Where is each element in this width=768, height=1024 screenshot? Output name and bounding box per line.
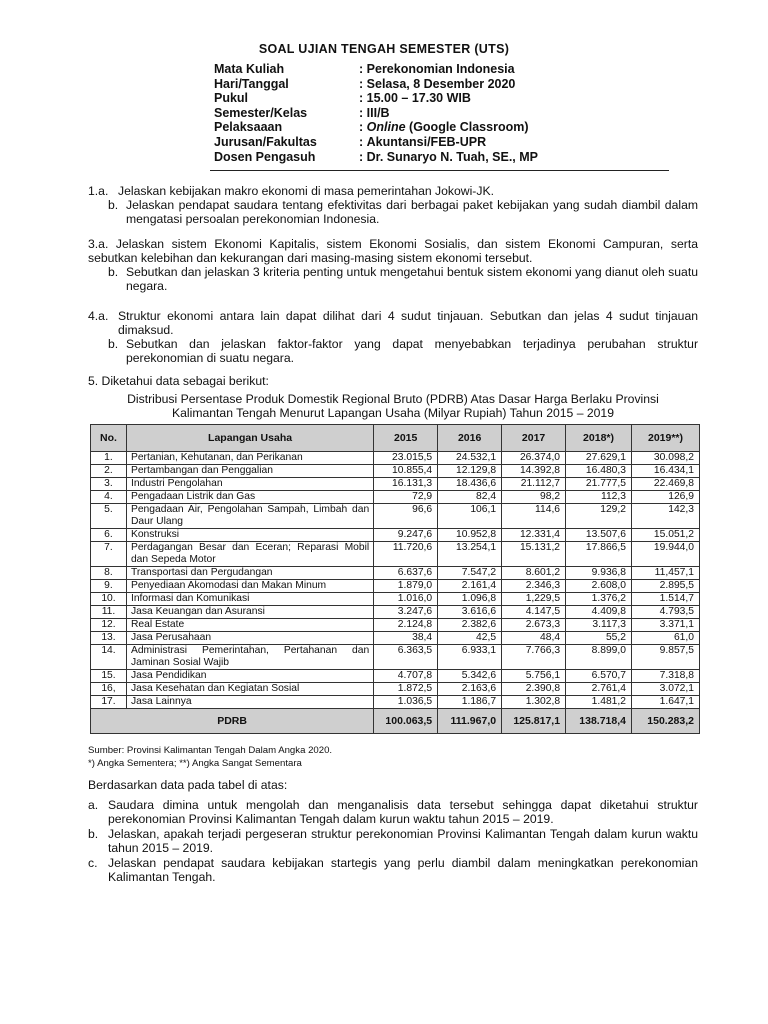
row-value: 27.629,1 xyxy=(566,452,632,465)
row-number: 7. xyxy=(91,542,127,567)
row-value: 13.254,1 xyxy=(438,542,502,567)
row-number: 2. xyxy=(91,465,127,478)
total-value: 111.967,0 xyxy=(438,709,502,734)
row-value: 6.570,7 xyxy=(566,670,632,683)
row-number: 8. xyxy=(91,567,127,580)
row-number: 16, xyxy=(91,683,127,696)
row-value: 6.637,6 xyxy=(374,567,438,580)
info-sep: : xyxy=(359,62,364,76)
row-value: 1.481,2 xyxy=(566,696,632,709)
sector-name: Real Estate xyxy=(126,619,373,632)
info-row-semester xyxy=(214,106,538,121)
row-value: 55,2 xyxy=(566,632,632,645)
total-value: 125.817,1 xyxy=(502,709,566,734)
question-text: Sebutkan dan jelaskan 3 kriteria penting untuk mengetahui bentuk sistem ekonomi yang dianut oleh suatu negara. xyxy=(126,265,698,293)
exam-info xyxy=(214,62,538,164)
table-total-row xyxy=(91,709,700,734)
row-value: 48,4 xyxy=(502,632,566,645)
row-value: 8.601,2 xyxy=(502,567,566,580)
info-row-mode xyxy=(214,120,538,135)
info-row-time xyxy=(214,91,538,106)
question-number: b. xyxy=(108,337,119,351)
question-text: 3.a. Jelaskan sistem Ekonomi Kapitalis, sistem Ekonomi Sosialis, dan sistem Ekonomi Campuran, serta sebutkan kelebihan dan kekurangan dari masing-masing sistem ekonomi tersebut. xyxy=(88,237,698,265)
question-4a xyxy=(88,309,698,337)
row-value: 22.469,8 xyxy=(632,478,700,491)
row-value: 13.507,6 xyxy=(566,529,632,542)
info-row-department xyxy=(214,135,538,150)
info-label: Mata Kuliah xyxy=(214,62,285,76)
row-value: 96,6 xyxy=(374,504,438,529)
row-value: 9.857,5 xyxy=(632,645,700,670)
row-value: 2.608,0 xyxy=(566,580,632,593)
info-row-course xyxy=(214,62,538,77)
row-value: 3.616,6 xyxy=(438,606,502,619)
row-value: 82,4 xyxy=(438,491,502,504)
row-value: 4.147,5 xyxy=(502,606,566,619)
row-value: 26.374,0 xyxy=(502,452,566,465)
table-header-row xyxy=(91,425,700,452)
info-value xyxy=(367,120,529,135)
row-number: 9. xyxy=(91,580,127,593)
row-value: 3.117,3 xyxy=(566,619,632,632)
row-value: 1.879,0 xyxy=(374,580,438,593)
row-number: 13. xyxy=(91,632,127,645)
row-value: 9.936,8 xyxy=(566,567,632,580)
table-row xyxy=(91,619,700,632)
row-number: 14. xyxy=(91,645,127,670)
info-label: Jurusan/Fakultas xyxy=(214,134,317,149)
row-value: 38,4 xyxy=(374,632,438,645)
sector-name: Pengadaan Air, Pengolahan Sampah, Limbah dan Daur Ulang xyxy=(126,504,373,529)
table-row xyxy=(91,632,700,645)
followup-intro: Berdasarkan data pada tabel di atas: xyxy=(88,778,288,792)
row-value: 30.098,2 xyxy=(632,452,700,465)
question-text: Sebutkan dan jelaskan faktor-faktor yang dapat menyebabkan terjadinya perubahan struktur perekonomian di suatu negara. xyxy=(126,337,698,365)
question-1b xyxy=(88,198,698,226)
table-row xyxy=(91,491,700,504)
row-value: 2.124,8 xyxy=(374,619,438,632)
question-text: Jelaskan pendapat saudara tentang efektivitas dari berbagai paket kebijakan yang sudah diambil dalam mengatasi persoalan perekonomian Indonesia. xyxy=(126,198,698,226)
row-value: 12.331,4 xyxy=(502,529,566,542)
row-value: 114,6 xyxy=(502,504,566,529)
row-number: 12. xyxy=(91,619,127,632)
row-value: 1.514,7 xyxy=(632,593,700,606)
row-value: 21.777,5 xyxy=(566,478,632,491)
info-row-date xyxy=(214,77,538,92)
source-text: Sumber: Provinsi Kalimantan Tengah Dalam Angka 2020. xyxy=(88,745,333,756)
table-row xyxy=(91,580,700,593)
note-text: *) Angka Sementera; **) Angka Sangat Sementara xyxy=(88,758,302,769)
column-header: No. xyxy=(91,425,127,452)
row-value: 1,229,5 xyxy=(502,593,566,606)
row-value: 10.952,8 xyxy=(438,529,502,542)
row-value: 98,2 xyxy=(502,491,566,504)
info-value: Akuntansi/FEB-UPR xyxy=(366,134,487,149)
row-value: 7.547,2 xyxy=(438,567,502,580)
table-row xyxy=(91,567,700,580)
info-sep: : xyxy=(359,91,364,106)
row-value: 1.376,2 xyxy=(566,593,632,606)
table-row xyxy=(91,465,700,478)
row-number: 10. xyxy=(91,593,127,606)
question-number: b. xyxy=(108,198,119,212)
sector-name: Pengadaan Listrik dan Gas xyxy=(126,491,373,504)
row-value: 126,9 xyxy=(632,491,700,504)
row-value: 2.390,8 xyxy=(502,683,566,696)
row-value: 10.855,4 xyxy=(374,465,438,478)
followup-item-b xyxy=(88,827,698,855)
sector-name: Informasi dan Komunikasi xyxy=(126,593,373,606)
row-value: 1.036,5 xyxy=(374,696,438,709)
row-value: 11,457,1 xyxy=(632,567,700,580)
row-number: 5. xyxy=(91,504,127,529)
row-number: 3. xyxy=(91,478,127,491)
info-value: Perekonomian Indonesia xyxy=(366,62,515,76)
row-number: 11. xyxy=(91,606,127,619)
row-number: 1. xyxy=(91,452,127,465)
table-row xyxy=(91,593,700,606)
sector-name: Administrasi Pemerintahan, Pertahanan dan Jaminan Sosial Wajib xyxy=(126,645,373,670)
row-value: 2.895,5 xyxy=(632,580,700,593)
item-text: Jelaskan pendapat saudara kebijakan startegis yang perlu diambil dalam meningkatkan perekonomian Kalimantan Tengah. xyxy=(108,856,698,884)
table-row xyxy=(91,504,700,529)
question-5 xyxy=(88,374,698,388)
row-value: 18.436,6 xyxy=(438,478,502,491)
question-number: 4.a. xyxy=(88,309,109,323)
row-value: 3.072,1 xyxy=(632,683,700,696)
info-label: Pelaksaaan xyxy=(214,120,283,135)
row-number: 15. xyxy=(91,670,127,683)
row-value: 6.363,5 xyxy=(374,645,438,670)
page-title: SOAL UJIAN TENGAH SEMESTER (UTS) xyxy=(258,42,510,56)
table-row xyxy=(91,683,700,696)
row-value: 2.346,3 xyxy=(502,580,566,593)
row-value: 4.409,8 xyxy=(566,606,632,619)
sector-name: Jasa Kesehatan dan Kegiatan Sosial xyxy=(126,683,373,696)
question-3 xyxy=(88,237,698,293)
question-text: Struktur ekonomi antara lain dapat dilihat dari 4 sudut tinjauan. Sebutkan dan jelas 4 sudut tinjauan dimaksud. xyxy=(118,309,698,337)
info-label: Hari/Tanggal xyxy=(214,76,289,91)
sector-name: Jasa Keuangan dan Asuransi xyxy=(126,606,373,619)
total-value: 150.283,2 xyxy=(632,709,700,734)
question-4b xyxy=(88,337,698,365)
info-row-lecturer xyxy=(214,150,538,165)
row-value: 19.944,0 xyxy=(632,542,700,567)
row-value: 12.129,8 xyxy=(438,465,502,478)
table-row xyxy=(91,452,700,465)
item-number: a. xyxy=(88,798,99,812)
row-number: 17. xyxy=(91,696,127,709)
row-value: 23.015,5 xyxy=(374,452,438,465)
sector-name: Jasa Perusahaan xyxy=(126,632,373,645)
row-value: 5.342,6 xyxy=(438,670,502,683)
sector-name: Industri Pengolahan xyxy=(126,478,373,491)
caption-line: Kalimantan Tengah Menurut Lapangan Usaha (Milyar Rupiah) Tahun 2015 – 2019 xyxy=(172,406,614,420)
info-label: Semester/Kelas xyxy=(214,105,308,120)
row-value: 2.161,4 xyxy=(438,580,502,593)
table-row xyxy=(91,542,700,567)
header-divider xyxy=(210,170,669,171)
caption-line: Distribusi Persentase Produk Domestik Regional Bruto (PDRB) Atas Dasar Harga Berlaku Provinsi xyxy=(127,392,659,406)
row-value: 1.186,7 xyxy=(438,696,502,709)
row-value: 15.051,2 xyxy=(632,529,700,542)
sector-name: Jasa Lainnya xyxy=(126,696,373,709)
row-value: 1.302,8 xyxy=(502,696,566,709)
sector-name: Pertanian, Kehutanan, dan Perikanan xyxy=(126,452,373,465)
row-number: 4. xyxy=(91,491,127,504)
followup-item-c xyxy=(88,856,698,884)
info-value-rest: (Google Classroom) xyxy=(405,120,529,135)
row-value: 21.112,7 xyxy=(502,478,566,491)
info-value: Selasa, 8 Desember 2020 xyxy=(366,76,516,91)
table-row xyxy=(91,478,700,491)
table-row xyxy=(91,696,700,709)
row-value: 112,3 xyxy=(566,491,632,504)
sector-name: Jasa Pendidikan xyxy=(126,670,373,683)
row-value: 17.866,5 xyxy=(566,542,632,567)
column-header: 2019**) xyxy=(632,425,700,452)
row-value: 14.392,8 xyxy=(502,465,566,478)
info-label: Pukul xyxy=(214,91,249,106)
column-header: 2017 xyxy=(502,425,566,452)
info-value-italic: Online xyxy=(366,120,406,135)
info-value: III/B xyxy=(366,105,390,120)
row-value: 7.318,8 xyxy=(632,670,700,683)
info-value: 15.00 – 17.30 WIB xyxy=(366,91,471,106)
item-number: c. xyxy=(88,856,98,870)
row-value: 129,2 xyxy=(566,504,632,529)
row-value: 16.480,3 xyxy=(566,465,632,478)
question-text: 5. Diketahui data sebagai berikut: xyxy=(88,374,269,388)
question-1a xyxy=(88,184,698,198)
table-source xyxy=(88,744,332,770)
column-header: 2016 xyxy=(438,425,502,452)
table-row xyxy=(91,529,700,542)
sector-name: Transportasi dan Pergudangan xyxy=(126,567,373,580)
followup-item-a xyxy=(88,798,698,826)
row-value: 5.756,1 xyxy=(502,670,566,683)
item-number: b. xyxy=(88,827,99,841)
question-1 xyxy=(88,184,698,226)
row-value: 42,5 xyxy=(438,632,502,645)
row-value: 1.872,5 xyxy=(374,683,438,696)
item-text: Saudara dimina untuk mengolah dan menganalisis data tersebut sehingga dapat diketahui struktur perekonomian Provinsi Kalimantan Tengah dalam kurun waktu tahun 2015 – 2019. xyxy=(108,798,698,826)
question-3a xyxy=(88,237,698,265)
question-3b xyxy=(88,265,698,293)
table-caption xyxy=(88,392,698,420)
question-number: 1.a. xyxy=(88,184,109,198)
row-value: 6.933,1 xyxy=(438,645,502,670)
pdrb-table xyxy=(90,424,700,734)
row-value: 2.673,3 xyxy=(502,619,566,632)
row-value: 24.532,1 xyxy=(438,452,502,465)
row-value: 72,9 xyxy=(374,491,438,504)
row-value: 4.793,5 xyxy=(632,606,700,619)
row-value: 2.163,6 xyxy=(438,683,502,696)
row-value: 2.382,6 xyxy=(438,619,502,632)
row-value: 11.720,6 xyxy=(374,542,438,567)
column-header: Lapangan Usaha xyxy=(126,425,373,452)
question-text: Jelaskan kebijakan makro ekonomi di masa pemerintahan Jokowi-JK. xyxy=(118,184,494,198)
question-5-row xyxy=(88,374,698,388)
table-row xyxy=(91,606,700,619)
info-sep: : xyxy=(359,76,364,91)
row-value: 1.647,1 xyxy=(632,696,700,709)
row-value: 3.247,6 xyxy=(374,606,438,619)
table-row xyxy=(91,670,700,683)
table-row xyxy=(91,645,700,670)
sector-name: Konstruksi xyxy=(126,529,373,542)
row-value: 16.434,1 xyxy=(632,465,700,478)
row-value: 142,3 xyxy=(632,504,700,529)
row-value: 1.016,0 xyxy=(374,593,438,606)
info-label: Dosen Pengasuh xyxy=(214,149,316,164)
row-value: 4.707,8 xyxy=(374,670,438,683)
info-sep: : xyxy=(359,149,364,164)
total-value: 100.063,5 xyxy=(374,709,438,734)
question-4 xyxy=(88,309,698,365)
total-value: 138.718,4 xyxy=(566,709,632,734)
row-value: 106,1 xyxy=(438,504,502,529)
row-value: 2.761,4 xyxy=(566,683,632,696)
column-header: 2018*) xyxy=(566,425,632,452)
sector-name: Pertambangan dan Penggalian xyxy=(126,465,373,478)
row-value: 8.899,0 xyxy=(566,645,632,670)
row-value: 15.131,2 xyxy=(502,542,566,567)
total-label: PDRB xyxy=(91,709,374,734)
table-body xyxy=(91,452,700,709)
row-value: 1.096,8 xyxy=(438,593,502,606)
row-value: 9.247,6 xyxy=(374,529,438,542)
info-sep: : xyxy=(359,134,364,149)
sector-name: Perdagangan Besar dan Eceran; Reparasi Mobil dan Sepeda Motor xyxy=(126,542,373,567)
info-sep: : xyxy=(359,120,364,135)
row-value: 3.371,1 xyxy=(632,619,700,632)
row-number: 6. xyxy=(91,529,127,542)
row-value: 16.131,3 xyxy=(374,478,438,491)
column-header: 2015 xyxy=(374,425,438,452)
item-text: Jelaskan, apakah terjadi pergeseran struktur perekonomian Provinsi Kalimantan Tengah dalam kurun waktu tahun 2015 – 2019. xyxy=(108,827,698,855)
info-sep: : xyxy=(359,105,364,120)
info-value: Dr. Sunaryo N. Tuah, SE., MP xyxy=(366,149,538,164)
row-value: 7.766,3 xyxy=(502,645,566,670)
row-value: 61,0 xyxy=(632,632,700,645)
sector-name: Penyediaan Akomodasi dan Makan Minum xyxy=(126,580,373,593)
question-number: b. xyxy=(108,265,119,279)
